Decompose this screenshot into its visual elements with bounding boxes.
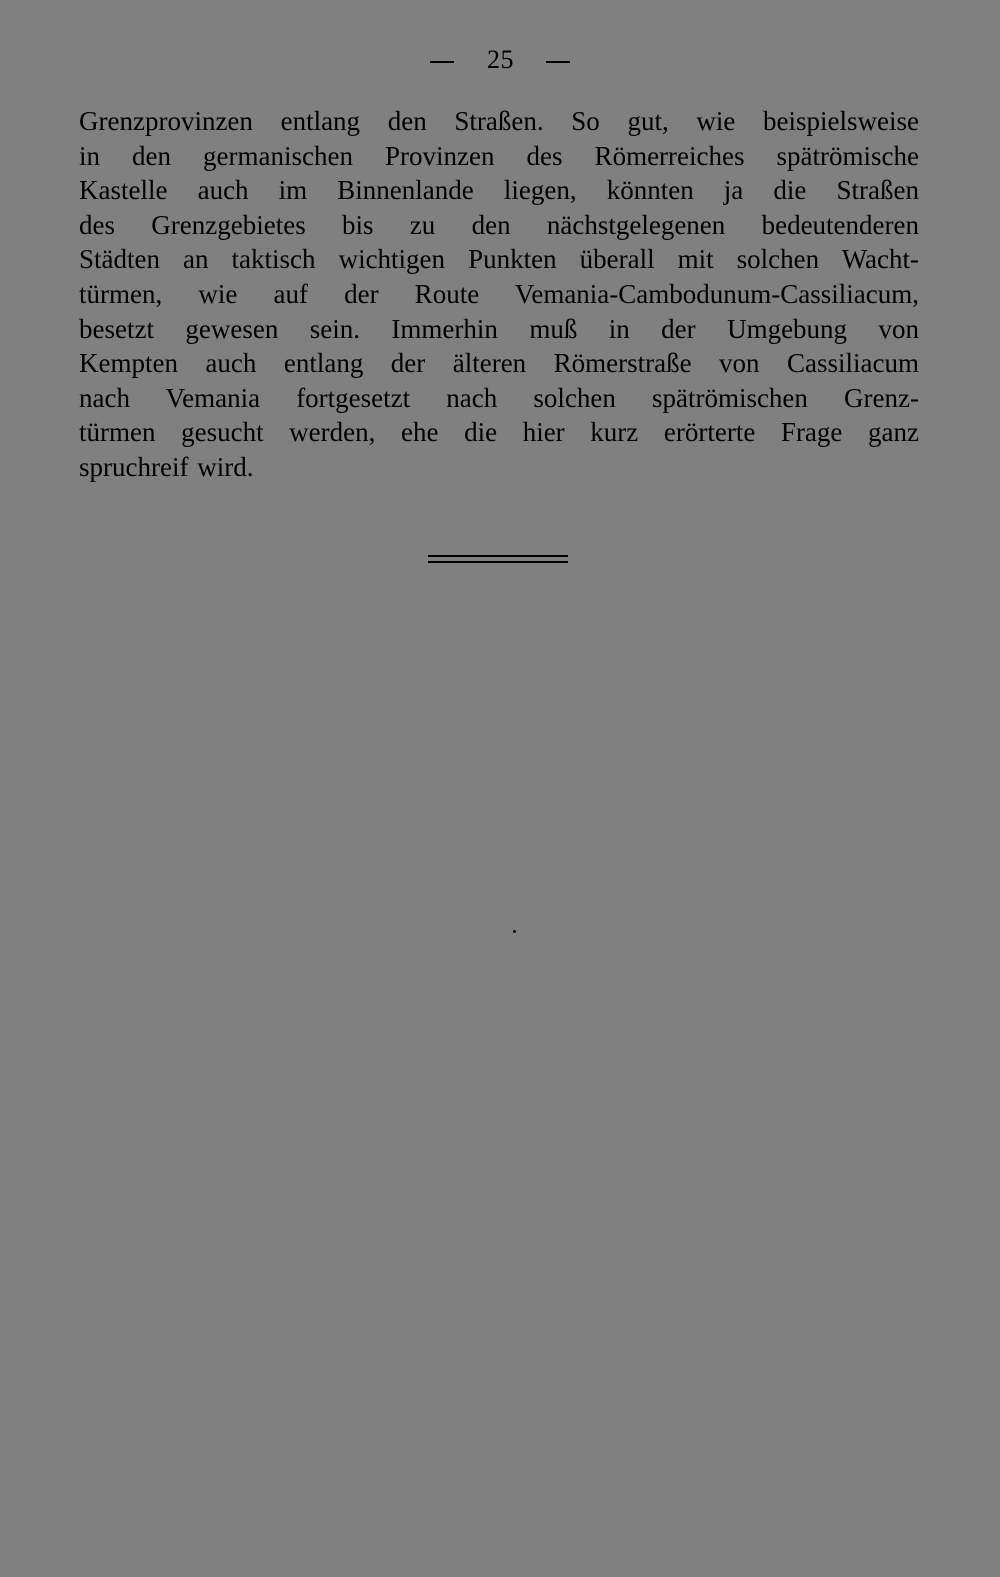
header-dash-left xyxy=(430,61,454,63)
text-line: Kempten auch entlang der älteren Römerstraße von Cassiliacum xyxy=(79,348,919,379)
text-line: Grenzprovinzen entlang den Straßen. So gut, wie beispielsweise xyxy=(79,106,919,136)
text-line: in den germanischen Provinzen des Römerreiches spätrömische xyxy=(79,140,919,171)
text-line: türmen gesucht werden, ehe die hier kurz erörterte Frage ganz xyxy=(79,417,919,448)
text-line: türmen, wie auf der Route Vemania-Cambodunum-Cassiliacum, xyxy=(79,278,919,309)
text-line: besetzt gewesen sein. Immerhin muß in der Umgebung von xyxy=(79,313,919,344)
text-line: Städten an taktisch wichtigen Punkten überall mit solchen Wacht- xyxy=(79,244,919,275)
header-dash-right xyxy=(546,61,570,63)
text-line: nach Vemania fortgesetzt nach solchen spätrömischen Grenz- xyxy=(79,382,919,413)
text-line-last: spruchreif wird. xyxy=(79,451,254,482)
end-rule-line-top xyxy=(428,555,568,557)
page-header xyxy=(0,42,1000,78)
text-line: Kastelle auch im Binnenlande liegen, könnten ja die Straßen xyxy=(79,175,919,206)
body-text xyxy=(79,104,919,485)
scan-speck xyxy=(513,930,516,933)
end-rule-line-bottom xyxy=(428,561,568,563)
text-line: des Grenzgebietes bis zu den nächstgelegenen bedeutenderen xyxy=(79,209,919,240)
page-number: 25 xyxy=(487,45,514,74)
section-end-rule xyxy=(428,555,568,565)
